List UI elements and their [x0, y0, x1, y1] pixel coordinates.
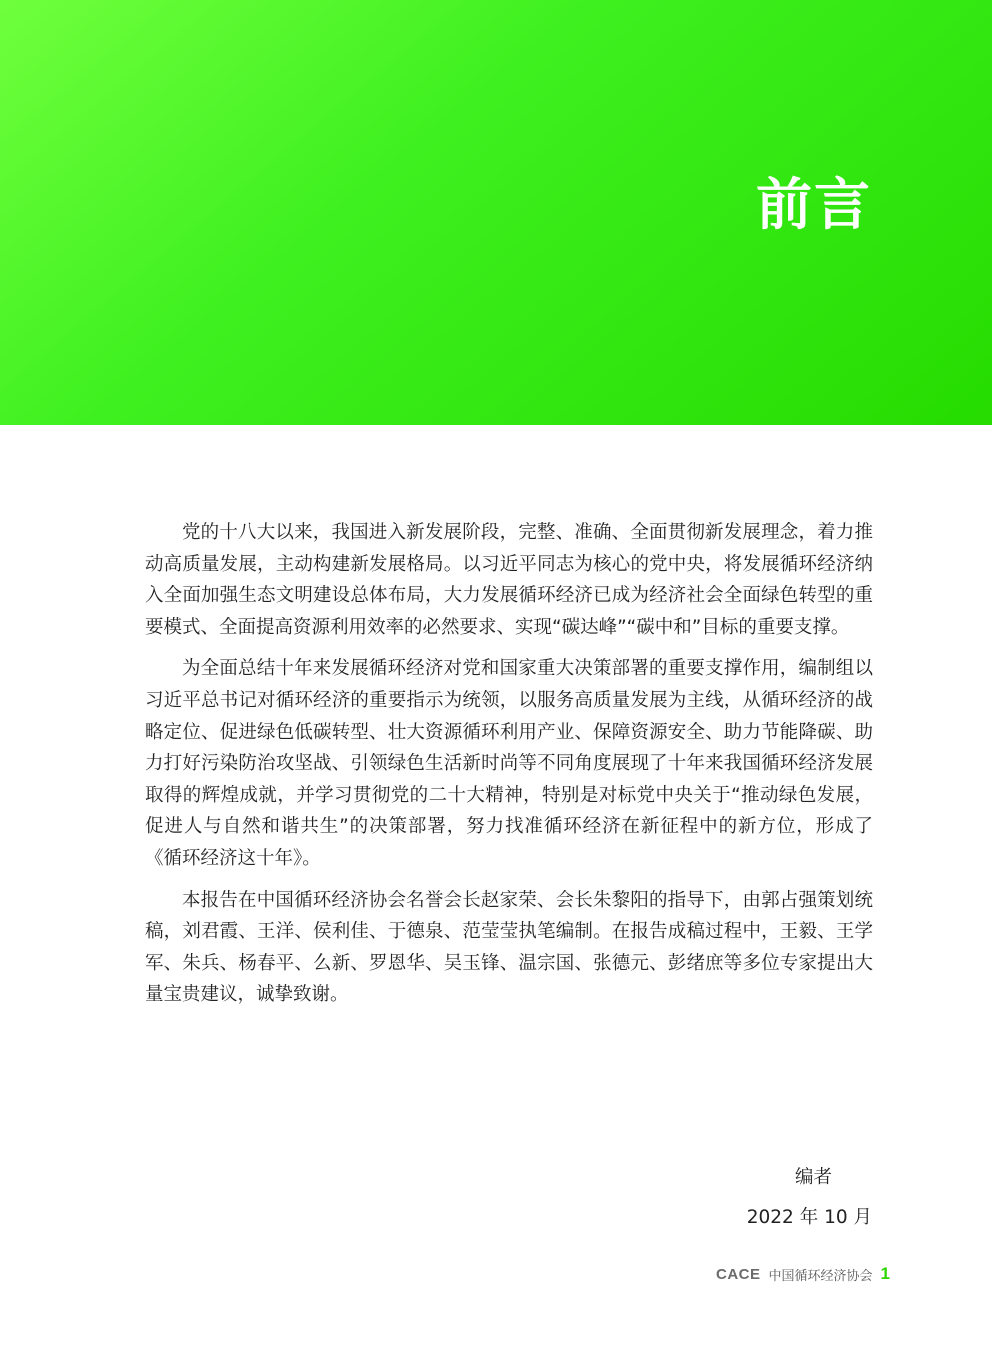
paragraph-3: 本报告在中国循环经济协会名誉会长赵家荣、会长朱黎阳的指导下，由郭占强策划统稿，刘君霞、王洋、侯利佳、于德泉、范莹莹执笔编制。在报告成稿过程中，王毅、王学军、朱兵、杨春平、么新、罗恩华、吴玉锋、温宗国、张德元、彭绪庶等多位专家提出大量宝贵建议，诚挚致谢。: [145, 889, 873, 1006]
page-title: 前言: [756, 173, 872, 238]
footer-logo: CACE: [716, 1265, 761, 1283]
page-number: 1: [880, 1264, 890, 1283]
paragraph-2: 为全面总结十年来发展循环经济对党和国家重大决策部署的重要支撑作用，编制组以习近平总书记对循环经济的重要指示为统领，以服务高质量发展为主线，从循环经济的战略定位、促进绿色低碳转型、壮大资源循环利用产业、保障资源安全、助力节能降碳、助力打好污染防治攻坚战、引领绿色生活新时尚等不同角度展现了十年来我国循环经济发展取得的辉煌成就，并学习贯彻党的二十大精神，特别是对标党中央关于“推动绿色发展，促进人与自然和谐共生”的决策部署，努力找准循环经济在新征程中的新方位，形成了《循环经济这十年》。: [145, 658, 873, 869]
signature-block: [747, 1163, 872, 1233]
signature-editor: 编者: [794, 1167, 832, 1188]
footer-org-name: 中国循环经济协会: [768, 1268, 873, 1284]
paragraph-1: 党的十八大以来，我国进入新发展阶段，完整、准确、全面贯彻新发展理念，着力推动高质量发展，主动构建新发展格局。以习近平同志为核心的党中央，将发展循环经济纳入全面加强生态文明建设总体布局，大力发展循环经济已成为经济社会全面绿色转型的重要模式、全面提高资源利用效率的必然要求、实现“碳达峰”“碳中和”目标的重要支撑。: [145, 522, 873, 638]
signature-date: 2022 年 10 月: [746, 1207, 872, 1228]
page-footer: [716, 1264, 890, 1284]
hero-banner: [0, 0, 992, 425]
preface-body: [145, 517, 873, 1011]
